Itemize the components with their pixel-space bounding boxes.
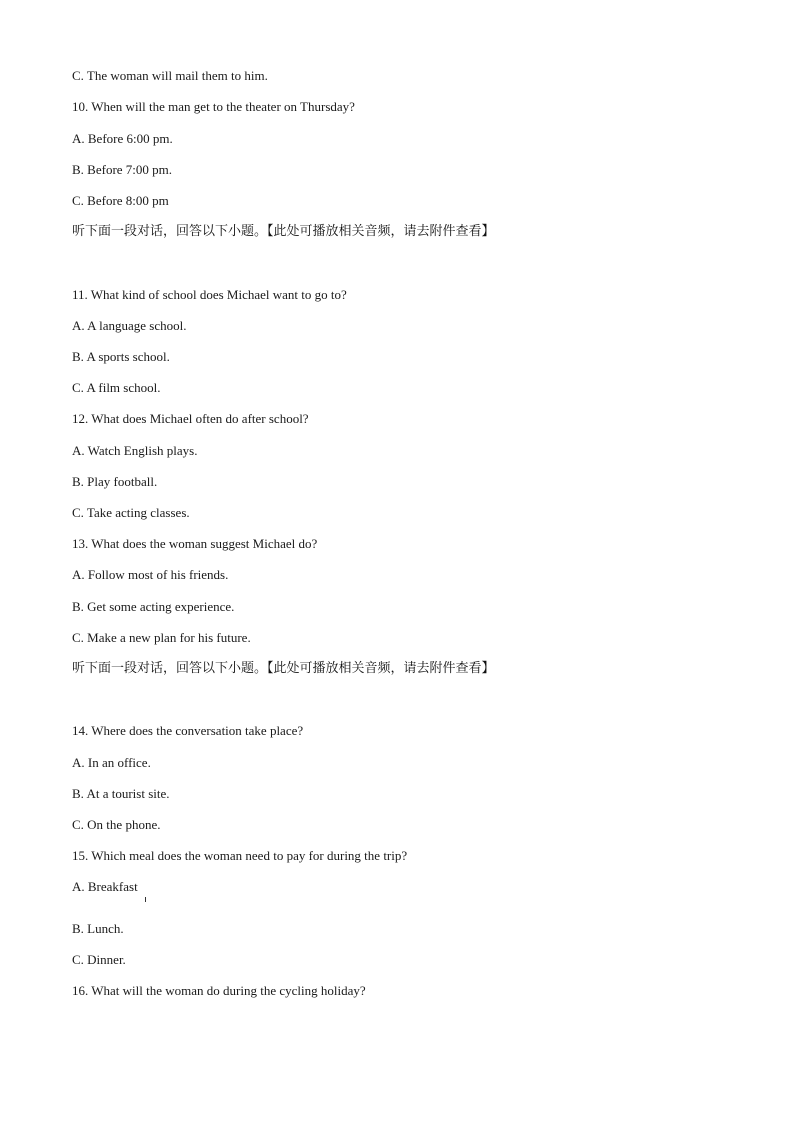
option-14a: A. In an office. xyxy=(72,755,151,770)
option-12c: C. Take acting classes. xyxy=(72,505,190,520)
option-14b: B. At a tourist site. xyxy=(72,786,170,801)
question-16: 16. What will the woman do during the cycling holiday? xyxy=(72,983,366,998)
option-10a: A. Before 6:00 pm. xyxy=(72,131,173,146)
option-12b: B. Play football. xyxy=(72,474,158,489)
question-14: 14. Where does the conversation take place? xyxy=(72,723,304,738)
option-10b: B. Before 7:00 pm. xyxy=(72,162,173,177)
option-15a: A. Breakfast xyxy=(72,879,138,894)
option-13c: C. Make a new plan for his future. xyxy=(72,630,251,645)
option-10c: C. Before 8:00 pm xyxy=(72,193,169,208)
option-9c: C. The woman will mail them to him. xyxy=(72,68,268,83)
question-10: 10. When will the man get to the theater on Thursday? xyxy=(72,99,355,114)
option-11a: A. A language school. xyxy=(72,318,187,333)
question-12: 12. What does Michael often do after school? xyxy=(72,411,309,426)
question-15: 15. Which meal does the woman need to pay for during the trip? xyxy=(72,848,408,863)
section-instruction: 听下面一段对话，回答以下小题。【此处可播放相关音频，请去附件查看】 xyxy=(72,224,495,239)
question-13: 13. What does the woman suggest Michael do? xyxy=(72,536,318,551)
question-11: 11. What kind of school does Michael want to go to? xyxy=(72,287,347,302)
option-11c: C. A film school. xyxy=(72,380,161,395)
option-15b: B. Lunch. xyxy=(72,921,124,936)
stray-mark xyxy=(145,897,146,902)
option-15c: C. Dinner. xyxy=(72,952,126,967)
option-13a: A. Follow most of his friends. xyxy=(72,567,229,582)
section-instruction: 听下面一段对话，回答以下小题。【此处可播放相关音频，请去附件查看】 xyxy=(72,661,495,676)
option-13b: B. Get some acting experience. xyxy=(72,599,235,614)
option-14c: C. On the phone. xyxy=(72,817,161,832)
option-11b: B. A sports school. xyxy=(72,349,170,364)
option-12a: A. Watch English plays. xyxy=(72,443,198,458)
